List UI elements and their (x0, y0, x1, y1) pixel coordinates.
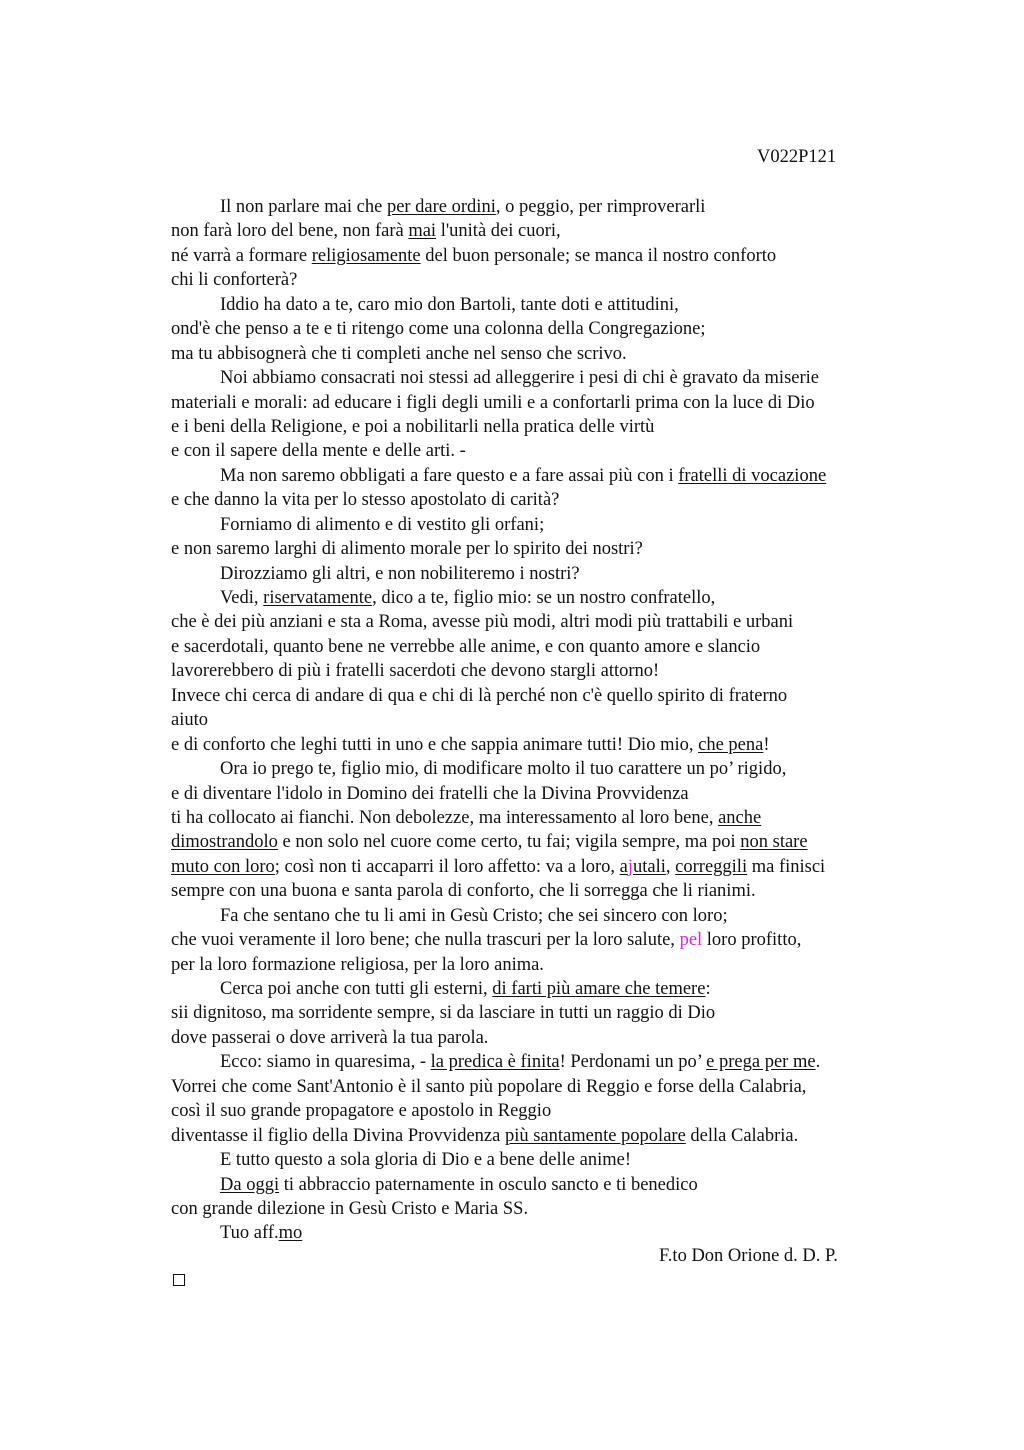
text-segment: Vorrei che come Sant'Antonio è il santo più popolare di Reggio e forse della Calabria, (171, 1076, 807, 1097)
text-line (171, 1124, 911, 1148)
text-segment: lavorerebbero di più i fratelli sacerdoti che devono stargli attorno! (171, 661, 660, 682)
text-segment: Ora io prego te, figlio mio, di modificare molto il tuo carattere un po’ rigido, (220, 759, 787, 780)
text-line (171, 757, 911, 781)
text-segment: non farà loro del bene, non farà (171, 221, 409, 242)
text-segment: con grande dilezione in Gesù Cristo e Maria SS. (171, 1198, 529, 1219)
text-segment: materiali e morali: ad educare i figli degli umili e a confortarli prima con la luce di Dio (171, 392, 815, 413)
text-segment: sempre con una buona e santa parola di conforto, che li sorregga che li rianimi. (171, 881, 756, 902)
text-segment: così il suo grande propagatore e apostolo in Reggio (171, 1101, 552, 1122)
text-line (171, 317, 911, 341)
text-line (171, 904, 911, 928)
text-line (171, 586, 911, 610)
text-segment: e che danno la vita per lo stesso apostolato di carità? (171, 490, 560, 511)
text-line (171, 1050, 911, 1074)
text-segment: Dirozziamo gli altri, e non nobiliteremo i nostri? (220, 563, 580, 584)
text-segment: ti abbraccio paternamente in osculo sancto e ti benedico (279, 1174, 698, 1195)
text-line (171, 513, 911, 537)
text-segment: aiuto (171, 710, 208, 731)
text-segment: diventasse il figlio della Divina Provvidenza (171, 1125, 505, 1146)
underlined-text: mai (408, 221, 437, 242)
text-line (171, 537, 911, 561)
underlined-text: utali (633, 856, 666, 877)
text-line (171, 488, 911, 512)
underlined-text: Da oggi (220, 1174, 280, 1195)
underlined-text: anche (718, 807, 762, 828)
text-segment: e i beni della Religione, e poi a nobilitarli nella pratica delle virtù (171, 416, 655, 437)
text-line (171, 195, 911, 219)
text-segment: : (705, 979, 711, 999)
text-segment: Iddio ha dato a te, caro mio don Bartoli, tante doti e attitudini, (220, 294, 679, 315)
text-line (171, 366, 911, 390)
text-line (171, 1026, 911, 1050)
text-segment: Invece chi cerca di andare di qua e chi di là perché non c'è quello spirito di fraterno (171, 685, 788, 706)
text-line (171, 1099, 911, 1123)
text-segment: né varrà a formare (171, 245, 312, 266)
text-line (171, 635, 911, 659)
text-segment: della Calabria. (685, 1125, 799, 1146)
text-segment: del buon personale; se manca il nostro conforto (420, 245, 777, 266)
text-line (171, 562, 911, 586)
underlined-text: riservatamente (263, 588, 373, 608)
text-segment: l'unità dei cuori, (436, 221, 561, 242)
text-segment: Vedi, (220, 588, 264, 608)
underlined-text: fratelli di vocazione (678, 465, 827, 486)
text-line (171, 782, 911, 806)
text-segment: e di diventare l'idolo in Domino dei fratelli che la Divina Provvidenza (171, 783, 689, 804)
text-segment: , (665, 856, 676, 877)
text-line (171, 464, 911, 488)
text-line (171, 391, 911, 415)
text-line (171, 415, 911, 439)
underlined-text: dimostrandolo (171, 832, 278, 853)
text-line (171, 1075, 911, 1099)
text-line (171, 1221, 911, 1245)
text-line (171, 439, 911, 463)
text-segment: e con il sapere della mente e delle arti. - (171, 441, 466, 462)
underlined-text: j (627, 856, 634, 877)
text-segment: ond'è che penso a te e ti ritengo come una colonna della Congregazione; (171, 319, 706, 340)
text-line (171, 1173, 911, 1197)
underlined-text: religiosamente (311, 245, 421, 266)
text-segment: sii dignitoso, ma sorridente sempre, si da lasciare in tutti un raggio di Dio (171, 1003, 716, 1024)
page-reference: V022P121 (757, 147, 837, 167)
text-line (171, 830, 911, 854)
underlined-text: a (619, 856, 628, 877)
text-segment: e sacerdotali, quanto bene ne verrebbe alle anime, e con quanto amore e slancio (171, 636, 761, 657)
text-segment: ma tu abbisognerà che ti completi anche nel senso che scrivo. (171, 343, 627, 364)
underlined-text: e prega per me (706, 1052, 816, 1073)
text-segment: ; così non ti accaparri il loro affetto: va a loro, (274, 856, 620, 877)
text-line (171, 244, 911, 268)
text-line (171, 219, 911, 243)
text-segment: e non solo nel cuore come certo, tu fai; vigila sempre, ma poi (277, 832, 741, 853)
text-segment: , o peggio, per rimproverarli (495, 197, 706, 217)
text-line (171, 268, 911, 292)
text-line (171, 928, 911, 952)
text-line (171, 855, 911, 879)
text-segment: Fa che sentano che tu li ami in Gesù Cristo; che sei sincero con loro; (220, 905, 728, 926)
text-segment: ma finisci (747, 856, 826, 877)
underlined-text: la predica è finita (430, 1052, 560, 1073)
text-segment: dove passerai o dove arriverà la tua parola. (171, 1027, 489, 1048)
text-line (171, 342, 911, 366)
text-segment: Tuo aff. (220, 1223, 279, 1244)
text-segment: che è dei più anziani e sta a Roma, avesse più modi, altri modi più trattabili e urbani (171, 612, 794, 633)
text-segment: Noi abbiamo consacrati noi stessi ad alleggerire i pesi di chi è gravato da miserie (220, 368, 819, 389)
underlined-text: mo (278, 1223, 303, 1244)
text-segment: che vuoi veramente il loro bene; che nulla trascuri per la loro salute, (171, 930, 680, 951)
text-segment: Il non parlare mai che (220, 197, 387, 217)
text-segment: , dico a te, figlio mio: se un nostro confratello, (372, 588, 716, 608)
text-line (171, 708, 911, 732)
underlined-text: più santamente popolare (504, 1125, 686, 1146)
text-line (171, 1197, 911, 1221)
text-segment: chi li conforterà? (171, 270, 298, 291)
text-line (171, 1148, 911, 1172)
text-segment: Ma non saremo obbligati a fare questo e a fare assai più con i (220, 465, 679, 486)
text-segment: e non saremo larghi di alimento morale per lo spirito dei nostri? (171, 539, 643, 560)
text-line (171, 610, 911, 634)
text-segment: ! (763, 734, 770, 755)
text-line (171, 806, 911, 830)
text-segment: Cerca poi anche con tutti gli esterni, (220, 979, 493, 999)
underlined-text: per dare ordini (386, 197, 496, 217)
highlighted-text: pel (679, 930, 703, 951)
text-segment: ! Perdonami un po’ (559, 1052, 707, 1073)
text-segment: loro profitto, (702, 930, 802, 951)
text-segment: e di conforto che leghi tutti in uno e che sappia animare tutti! Dio mio, (171, 734, 699, 755)
text-line (171, 953, 911, 977)
text-segment: . (815, 1052, 821, 1073)
signature-line: F.to Don Orione d. D. P. (659, 1246, 838, 1266)
text-segment: ti ha collocato ai fianchi. Non debolezze, ma interessamento al loro bene, (171, 807, 719, 828)
text-line (171, 293, 911, 317)
text-line (171, 879, 911, 903)
text-segment: Ecco: siamo in quaresima, - (220, 1052, 431, 1073)
underlined-text: di farti più amare che temere (492, 979, 706, 999)
text-line (171, 684, 911, 708)
letter-body (171, 195, 911, 1246)
empty-square-icon (173, 1274, 185, 1286)
text-line (171, 733, 911, 757)
text-line (171, 977, 911, 1001)
underlined-text: non stare (740, 832, 808, 853)
text-segment: Forniamo di alimento e di vestito gli orfani; (220, 514, 545, 535)
underlined-text: muto con loro (171, 856, 275, 877)
underlined-text: correggili (675, 856, 748, 877)
underlined-text: che pena (698, 734, 764, 755)
text-line (171, 659, 911, 683)
text-segment: per la loro formazione religiosa, per la loro anima. (171, 954, 544, 975)
text-line (171, 1001, 911, 1025)
text-segment: E tutto questo a sola gloria di Dio e a bene delle anime! (220, 1150, 631, 1171)
